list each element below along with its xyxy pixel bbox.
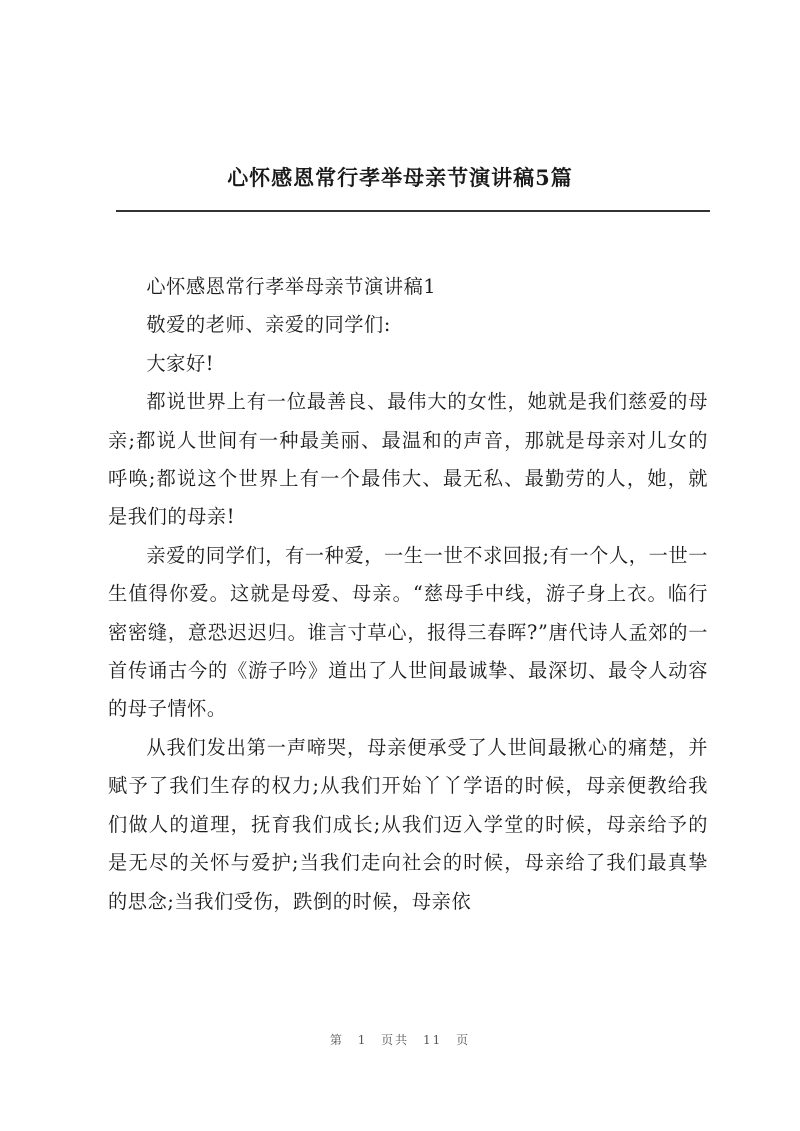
page-number-footer: 第 1 页共 11 页 [329,1033,471,1047]
body-paragraph: 都说世界上有一位最善良、最伟大的女性，她就是我们慈爱的母亲;都说人世间有一种最美丽、最温和的声音，那就是母亲对儿女的呼唤;都说这个世界上有一个最伟大、最无私、最勤劳的人，她，就是我们的母亲! [108,390,708,529]
title-divider [116,210,710,212]
greeting: 大家好! [146,351,215,375]
section-heading: 心怀感恩常行孝举母亲节演讲稿1 [146,275,437,298]
body-paragraph: 亲爱的同学们，有一种爱，一生一世不求回报;有一个人，一世一生值得你爱。这就是母爱、母亲。“慈母手中线，游子身上衣。临行密密缝，意恐迟迟归。谁言寸草心，报得三春晖?”唐代诗人孟郊的一首传诵古今的《游子吟》道出了人世间最诚挚、最深切、最令人动容的母子情怀。 [108,543,708,721]
document-body [108,268,708,921]
salutation: 敬爱的老师、亲爱的同学们: [146,313,391,337]
document-title: 心怀感恩常行孝举母亲节演讲稿5篇 [227,165,573,190]
body-paragraph: 从我们发出第一声啼哭，母亲便承受了人世间最揪心的痛楚，并赋予了我们生存的权力;从我们开始丫丫学语的时候，母亲便教给我们做人的道理，抚育我们成长;从我们迈入学堂的时候，母亲给予的是无尽的关怀与爱护;当我们走向社会的时候，母亲给了我们最真挚的思念;当我们受伤，跌倒的时候，母亲依 [108,735,708,913]
